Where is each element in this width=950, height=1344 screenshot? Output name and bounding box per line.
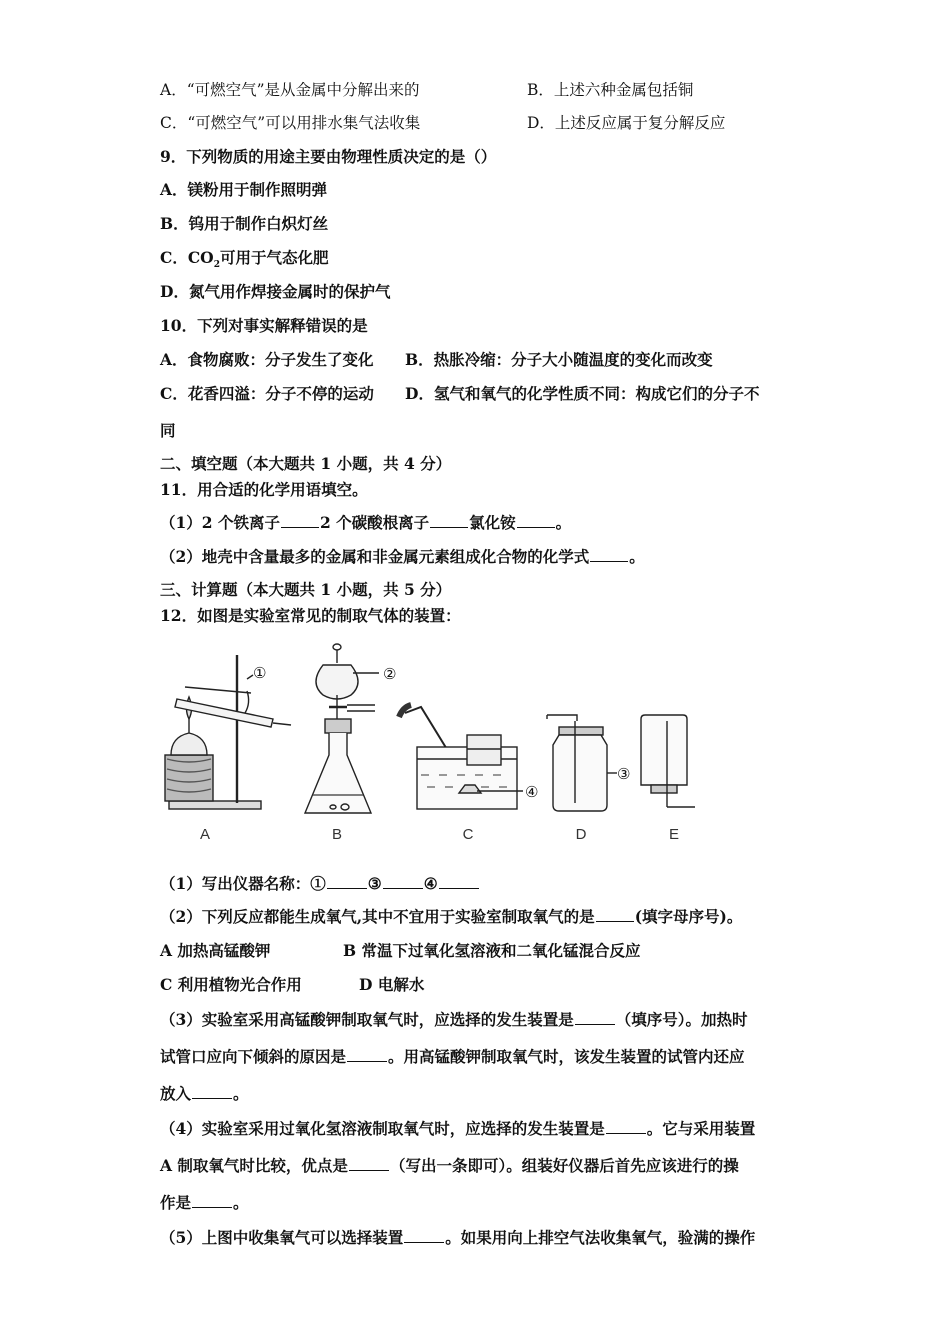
q11-part1-b: 2 个碳酸根离子	[319, 513, 430, 532]
q12-option-d: D 电解水	[359, 975, 425, 994]
apparatus-c	[399, 705, 517, 809]
apparatus-figure	[155, 635, 715, 850]
q12-part4-line1	[160, 1117, 755, 1139]
q11-part2-text: （2）地壳中含量最多的金属和非金属元素组成化合物的化学式	[160, 547, 590, 566]
q12-part4-l1a: （4）实验室采用过氧化氢溶液制取氧气时，应选择的发生装置是	[160, 1119, 605, 1138]
apparatus-b	[305, 644, 375, 813]
q12-option-b: B 常温下过氧化氢溶液和二氧化锰混合反应	[343, 941, 641, 960]
q12-part3-l1b: （填序号）。加热时	[615, 1010, 748, 1029]
answer-blank	[575, 1012, 615, 1025]
q12-part1	[160, 872, 480, 894]
q12-part4-line3	[160, 1191, 249, 1213]
q12-part4-l3b: 。	[233, 1193, 249, 1212]
answer-blank	[281, 515, 319, 528]
answer-blank	[383, 876, 423, 889]
apparatus-a	[165, 655, 291, 809]
q9-option-d: D．氮气用作焊接金属时的保护气	[160, 282, 391, 301]
figure-label-a: A	[199, 826, 211, 843]
q12-part3-line2	[160, 1045, 745, 1067]
section2-title: 二、填空题（本大题共 1 小题，共 4 分）	[160, 454, 452, 473]
q8-option-c: C．“可燃空气”可以用排水集气法收集	[160, 114, 421, 132]
q11-part1-end: 。	[555, 513, 572, 532]
answer-blank	[590, 549, 628, 562]
answer-blank	[327, 876, 367, 889]
q10-option-d-line2: 同	[160, 421, 176, 440]
q11-part1-c: 氯化铵	[469, 513, 516, 532]
q12-part4-l1b: 。它与采用装置	[646, 1119, 756, 1138]
q12-part1-marker3: ③	[367, 874, 382, 893]
q10-stem: 10．下列对事实解释错误的是	[160, 316, 368, 335]
answer-blank	[404, 1230, 444, 1243]
q9-option-a: A．镁粉用于制作照明弹	[160, 180, 328, 199]
q8-option-d: D．上述反应属于复分解反应	[527, 114, 726, 132]
q10-option-d-line1: D．氢气和氧气的化学性质不同：构成它们的分子不	[405, 384, 760, 403]
q12-option-a: A 加热高锰酸钾	[160, 941, 271, 960]
figure-label-d: D	[575, 826, 587, 843]
q8-option-a: A．“可燃空气”是从金属中分解出来的	[160, 81, 420, 99]
q12-part3-l3a: 放入	[160, 1084, 192, 1103]
q12-part5-a: （5）上图中收集氧气可以选择装置	[160, 1228, 404, 1247]
q12-part1-prefix: （1）写出仪器名称：①	[160, 874, 326, 893]
answer-blank	[347, 1049, 387, 1062]
figure-label-b: B	[331, 826, 343, 843]
q12-part4-line2	[160, 1154, 739, 1176]
q11-part2-end: 。	[629, 547, 645, 566]
answer-blank	[606, 1121, 646, 1134]
figure-marker-2: ②	[383, 666, 397, 683]
q12-part2	[160, 905, 742, 927]
q9-option-c-suffix: 可用于气态化肥	[219, 248, 329, 267]
q10-option-a: A．食物腐败：分子发生了变化	[160, 350, 374, 369]
q9-stem: 9．下列物质的用途主要由物理性质决定的是（）	[160, 147, 497, 166]
q9-option-c-subscript: 2	[213, 260, 220, 271]
figure-marker-4: ④	[525, 784, 539, 801]
answer-blank	[430, 515, 468, 528]
q12-stem: 12．如图是实验室常见的制取气体的装置：	[160, 606, 461, 625]
figure-label-e: E	[668, 826, 680, 843]
q9-option-b: B．钨用于制作白炽灯丝	[160, 214, 329, 233]
q12-part2-a: （2）下列反应都能生成氧气,其中不宜用于实验室制取氧气的是	[160, 907, 595, 926]
figure-marker-1: ①	[253, 665, 267, 682]
q12-option-c: C 利用植物光合作用	[160, 975, 302, 994]
q12-part5-b: 。如果用向上排空气法收集氧气，验满的操作	[445, 1228, 756, 1247]
q9-option-c	[160, 246, 328, 270]
section3-title: 三、计算题（本大题共 1 小题，共 5 分）	[160, 580, 452, 599]
figure-label-c: C	[462, 826, 474, 843]
q11-part1-a: （1）2 个铁离子	[160, 513, 280, 532]
q12-part1-marker4: ④	[423, 874, 438, 893]
q11-part2	[160, 545, 645, 567]
q9-option-c-prefix: C．CO	[160, 248, 214, 267]
apparatus-d	[547, 715, 607, 811]
answer-blank	[439, 876, 479, 889]
q10-option-b: B．热胀冷缩：分子大小随温度的变化而改变	[405, 350, 713, 369]
answer-blank	[192, 1195, 232, 1208]
q12-part5	[160, 1226, 755, 1248]
q12-part3-line1	[160, 1008, 748, 1030]
q12-part2-b: (填字母序号)。	[634, 907, 743, 926]
q8-option-b: B．上述六种金属包括铜	[527, 81, 694, 99]
q12-part3-l3b: 。	[233, 1084, 249, 1103]
figure-marker-3: ③	[617, 766, 631, 783]
q12-part3-line3	[160, 1082, 249, 1104]
q10-option-c: C．花香四溢：分子不停的运动	[160, 384, 374, 403]
q12-part4-l2b: （写出一条即可）。组装好仪器后首先应该进行的操	[389, 1156, 739, 1175]
apparatus-e	[641, 715, 695, 807]
q12-part3-l2a: 试管口应向下倾斜的原因是	[160, 1047, 347, 1066]
q11-part1	[160, 511, 571, 533]
answer-blank	[349, 1158, 389, 1171]
q12-part3-l1a: （3）实验室采用高锰酸钾制取氧气时，应选择的发生装置是	[160, 1010, 574, 1029]
q12-part4-l2a: A 制取氧气时比较，优点是	[160, 1156, 348, 1175]
q12-part3-l2b: 。用高锰酸钾制取氧气时，该发生装置的试管内还应	[388, 1047, 745, 1066]
answer-blank	[596, 909, 634, 922]
answer-blank	[192, 1086, 232, 1099]
q12-part4-l3a: 作是	[160, 1193, 192, 1212]
answer-blank	[517, 515, 555, 528]
q11-stem: 11．用合适的化学用语填空。	[160, 480, 368, 499]
